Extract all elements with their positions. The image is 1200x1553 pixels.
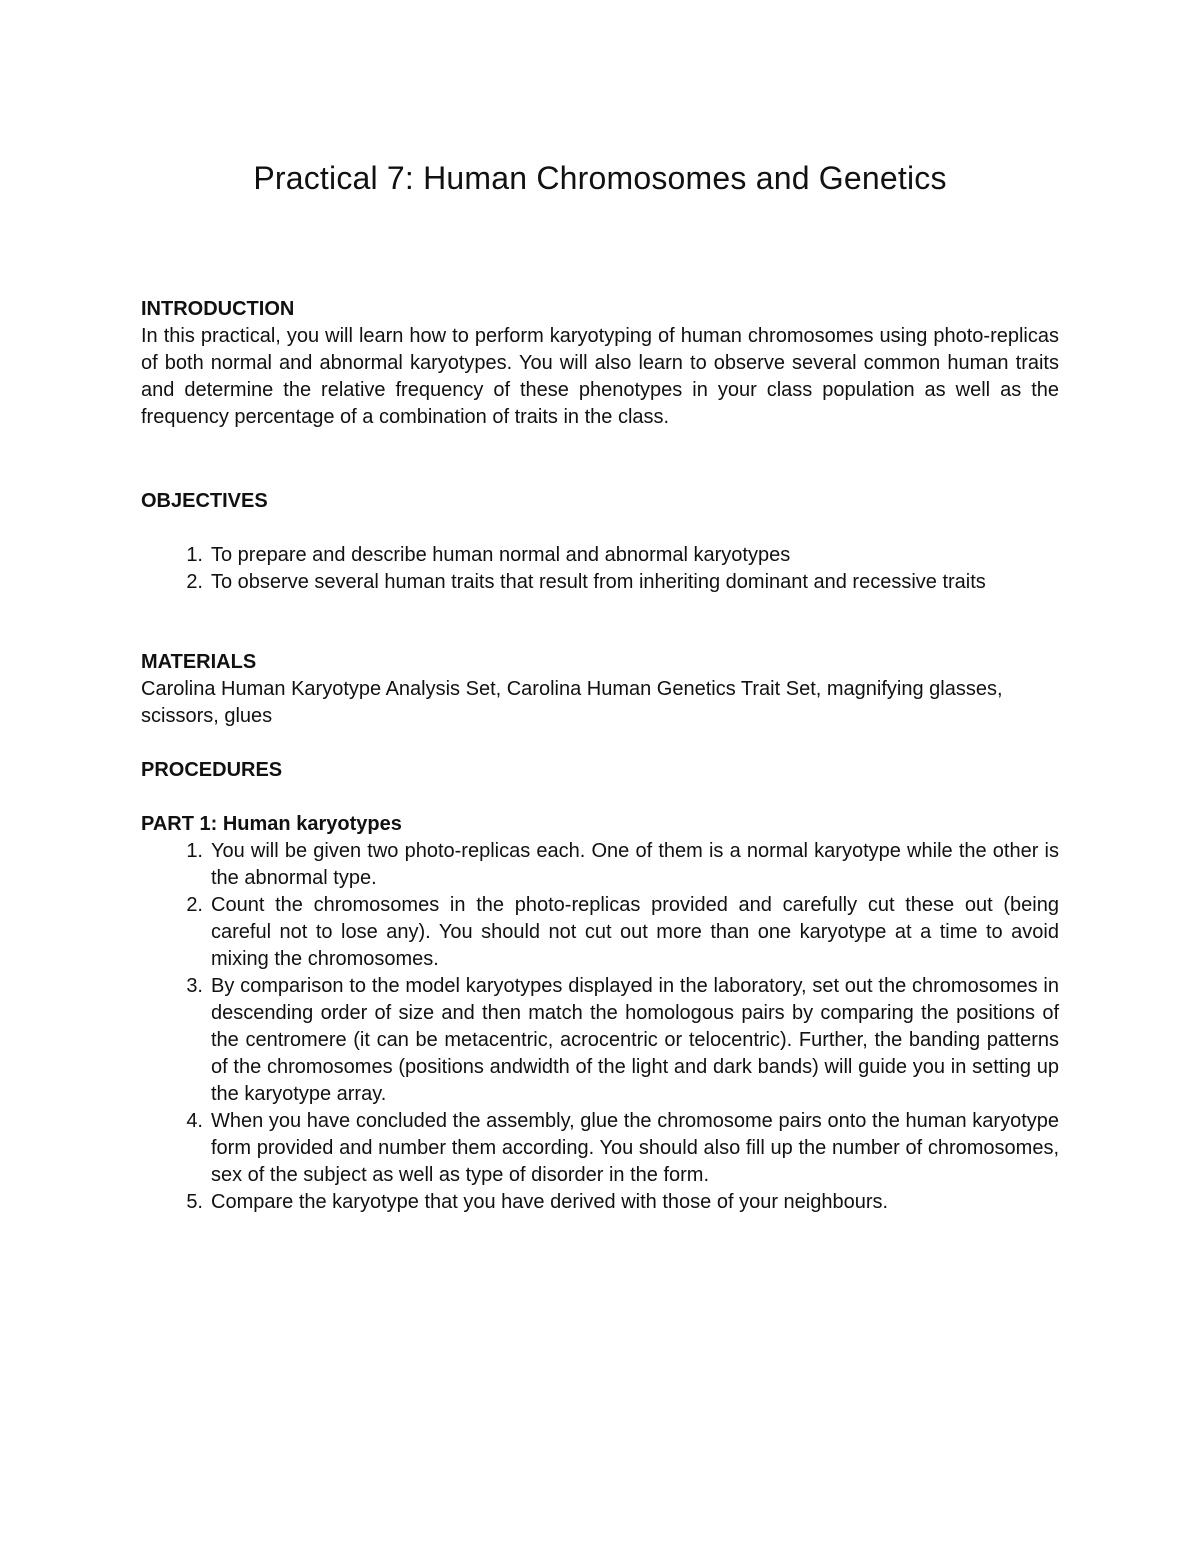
objectives-list	[141, 542, 1059, 596]
materials-section	[141, 649, 1059, 730]
introduction-heading: INTRODUCTION	[141, 298, 295, 320]
materials-heading: MATERIALS	[141, 651, 257, 673]
list-item: 2. Count the chromosomes in the photo-replicas provided and carefully cut these out (being careful not to lose any). You should not cut out more than one karyotype at a time to avoid mixing the chromosomes.	[186, 894, 1059, 970]
list-item: 1. You will be given two photo-replicas each. One of them is a normal karyotype while the other is the abnormal type.	[186, 840, 1059, 889]
list-item: 2. To observe several human traits that result from inheriting dominant and recessive traits	[186, 571, 986, 593]
list-item: 3. By comparison to the model karyotypes displayed in the laboratory, set out the chromosomes in descending order of size and then match the homologous pairs by comparing the positions of the centromere (it can be metacentric, acrocentric or telocentric). Further, the banding patterns of the chromosomes (positions andwidth of the light and dark bands) will guide you in setting up the karyotype array.	[186, 975, 1059, 1105]
objectives-section	[141, 488, 1059, 596]
procedures-heading: PROCEDURES	[141, 759, 283, 781]
list-item: 5. Compare the karyotype that you have derived with those of your neighbours.	[186, 1191, 889, 1213]
procedures-list	[141, 838, 1059, 1216]
materials-text: Carolina Human Karyotype Analysis Set, Carolina Human Genetics Trait Set, magnifying glasses, scissors, glues	[141, 678, 1003, 727]
list-item: 1. To prepare and describe human normal and abnormal karyotypes	[186, 544, 791, 566]
list-item: 4. When you have concluded the assembly, glue the chromosome pairs onto the human karyotype form provided and number them according. You should also fill up the number of chromosomes, sex of the subject as well as type of disorder in the form.	[186, 1110, 1059, 1186]
page-title: Practical 7: Human Chromosomes and Genetics	[253, 160, 947, 196]
procedures-section	[141, 757, 1059, 1216]
introduction-section	[141, 296, 1059, 431]
objectives-heading: OBJECTIVES	[141, 490, 268, 512]
introduction-text: In this practical, you will learn how to perform karyotyping of human chromosomes using photo-replicas of both normal and abnormal karyotypes. You will also learn to observe several common human traits and determine the relative frequency of these phenotypes in your class population as well as the frequency percentage of a combination of traits in the class.	[141, 325, 1059, 428]
part1-heading: PART 1: Human karyotypes	[141, 813, 402, 835]
